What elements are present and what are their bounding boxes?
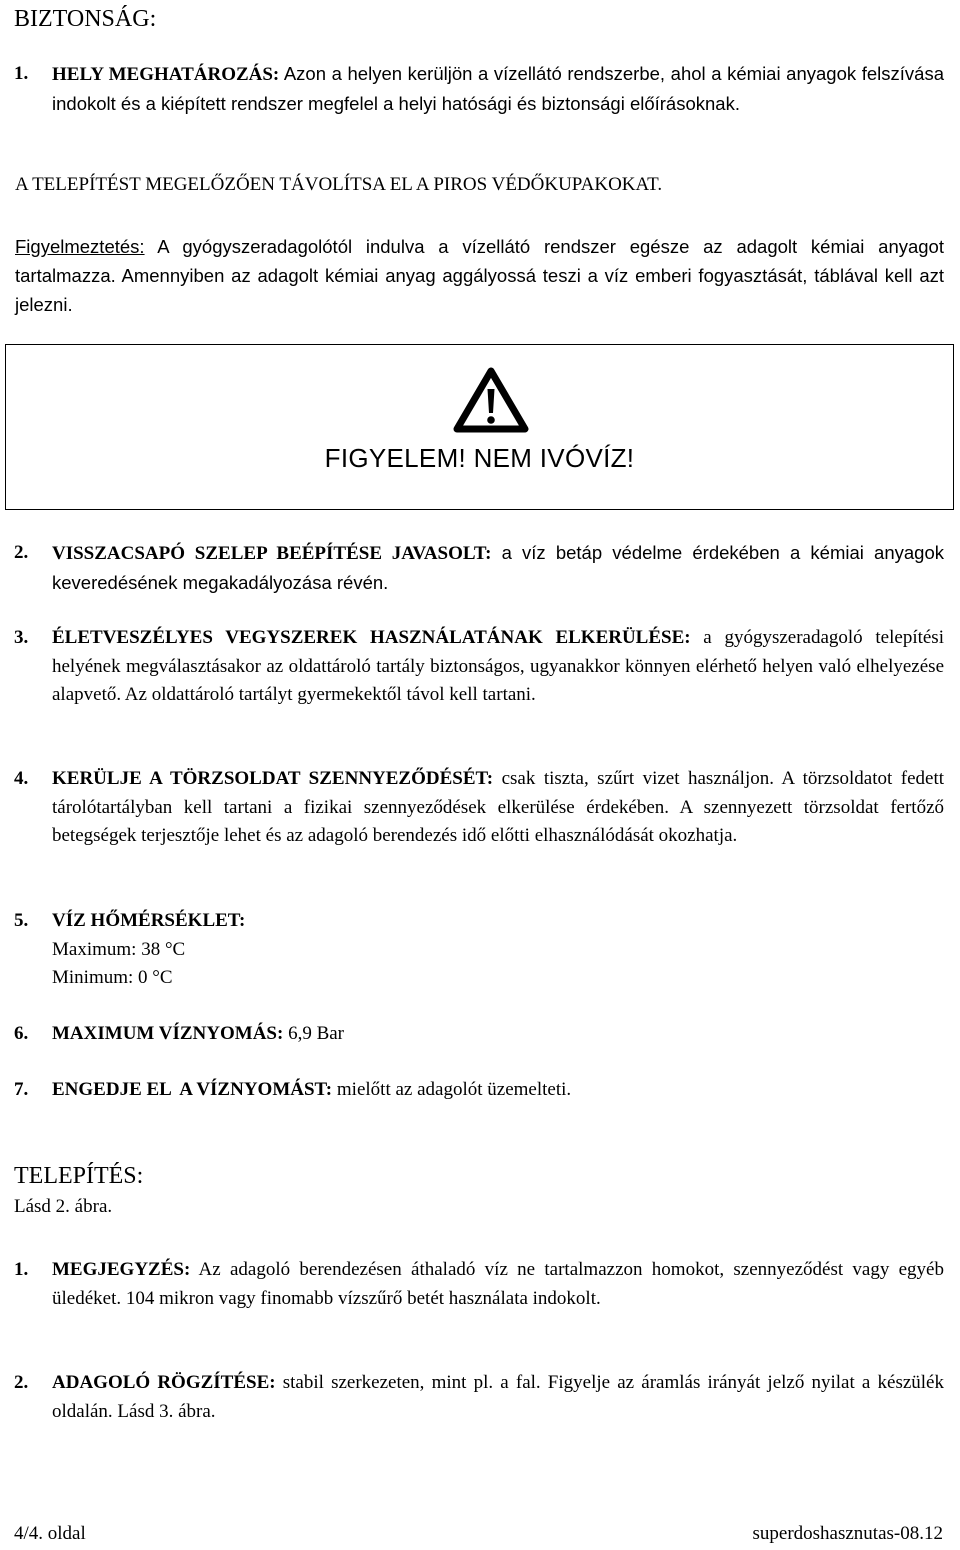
item-heading: KERÜLJE A TÖRZSOLDAT SZENNYEZŐDÉSÉT: — [52, 768, 494, 789]
item-heading: MAXIMUM VÍZNYOMÁS: — [52, 1023, 284, 1044]
footer-page-number: 4/4. oldal — [14, 1523, 86, 1544]
caps-notice: A TELEPÍTÉST MEGELŐZŐEN TÁVOLÍTSA EL A PIROS VÉDŐKUPAKOKAT. — [15, 174, 663, 195]
item-number: 3. — [14, 627, 29, 648]
warning-paragraph — [15, 232, 944, 319]
install-item-mounting — [14, 1369, 944, 1426]
item-body — [52, 1369, 944, 1426]
item-body — [52, 907, 944, 993]
item-text: csak tiszta, szűrt vizet használjon. A törzsoldatot fedett tárolótartályban kell tartani a fizikai szennyeződések elkerülése érdekében. A szennyezett törzsoldat fertőző betegségek terjesztője lehet és az adagoló berendezés idő előtti elhasználódását okozhatja. — [52, 768, 945, 846]
warning-text: A gyógyszeradagolótól indulva a vízellátó rendszer egésze az adagolt kémiai anyagot tartalmazza. Amennyiben az adagolt kémiai anyag aggályossá teszi a víz emberi fogyasztását, táblával kell azt jelezni. — [15, 236, 944, 315]
item-number: 1. — [14, 1259, 29, 1280]
item-text: 6,9 Bar — [283, 1023, 345, 1044]
item-number: 2. — [14, 542, 29, 563]
item-body — [52, 1076, 944, 1105]
warning-sign-text: FIGYELEM! NEM IVÓVÍZ! — [324, 443, 635, 473]
install-figure-reference: Lásd 2. ábra. — [14, 1196, 113, 1217]
item-body — [52, 1256, 944, 1313]
item-number: 4. — [14, 768, 29, 789]
safety-item-water-temperature — [14, 907, 944, 993]
item-heading: MEGJEGYZÉS: — [52, 1259, 191, 1280]
warning-label: Figyelmeztetés: — [15, 236, 145, 257]
item-heading: HELY MEGHATÁROZÁS: — [52, 64, 280, 85]
item-text: Azon a helyen kerüljön a vízellátó rendszerbe, ahol a kémiai anyagok felszívása indokolt és a kiépített rendszer megfelel a helyi hatósági és biztonsági előírásoknak. — [52, 63, 944, 114]
item-text: a gyógyszeradagoló telepítési helyének megválasztásakor az oldattároló tartály biztonságos, ugyanakkor könnyen elérhető helyen való elhelyezése alapvető. Az oldattároló tartályt gyermekektől távol kell tartani. — [52, 627, 944, 705]
install-item-note — [14, 1256, 944, 1313]
item-text: stabil szerkezeten, mint pl. a fal. Figyelje az áramlás irányát jelző nyilat a készülék oldalán. Lásd 3. ábra. — [52, 1372, 944, 1422]
item-number: 5. — [14, 910, 29, 931]
safety-item-check-valve — [14, 539, 944, 598]
item-number: 1. — [14, 63, 29, 84]
item-text: mielőtt az adagolót üzemelteti. — [332, 1079, 572, 1100]
drinking-water-warning-sign — [5, 344, 954, 510]
safety-section-title: BIZTONSÁG: — [14, 6, 157, 32]
safety-item-release-pressure — [14, 1076, 944, 1105]
item-heading: VÍZ HŐMÉRSÉKLET: — [52, 910, 246, 931]
min-temperature: Minimum: 0 °C — [52, 967, 173, 988]
safety-item-dangerous-chemicals — [14, 624, 944, 710]
item-text: Az adagoló berendezésen áthaladó víz ne tartalmazzon homokot, szennyeződést vagy egyéb üledéket. 104 mikron vagy finomabb vízszűrő betét használata indokolt. — [52, 1259, 944, 1309]
item-body — [52, 765, 944, 851]
footer-document-id: superdoshasznutas-08.12 — [752, 1523, 943, 1544]
item-body — [52, 1020, 944, 1049]
warning-triangle-icon — [453, 367, 529, 433]
item-heading: VISSZACSAPÓ SZELEP BEÉPÍTÉSE JAVASOLT: — [52, 543, 492, 564]
item-body — [52, 539, 944, 598]
safety-item-location — [14, 60, 944, 119]
install-section-title: TELEPÍTÉS: — [14, 1163, 144, 1189]
item-text: a víz betáp védelme érdekében a kémiai anyagok keveredésének megakadályozása révén. — [52, 542, 944, 593]
item-body — [52, 60, 944, 119]
item-heading: ÉLETVESZÉLYES VEGYSZEREK HASZNÁLATÁNAK ELKERÜLÉSE: — [52, 627, 691, 648]
item-heading: ENGEDJE EL A VÍZNYOMÁST: — [52, 1079, 333, 1100]
item-heading: ADAGOLÓ RÖGZÍTÉSE: — [52, 1372, 276, 1393]
safety-item-stock-solution — [14, 765, 944, 851]
item-number: 2. — [14, 1372, 29, 1393]
item-number: 7. — [14, 1079, 29, 1100]
item-body — [52, 624, 944, 710]
item-number: 6. — [14, 1023, 29, 1044]
safety-item-max-pressure — [14, 1020, 944, 1049]
max-temperature: Maximum: 38 °C — [52, 938, 186, 960]
